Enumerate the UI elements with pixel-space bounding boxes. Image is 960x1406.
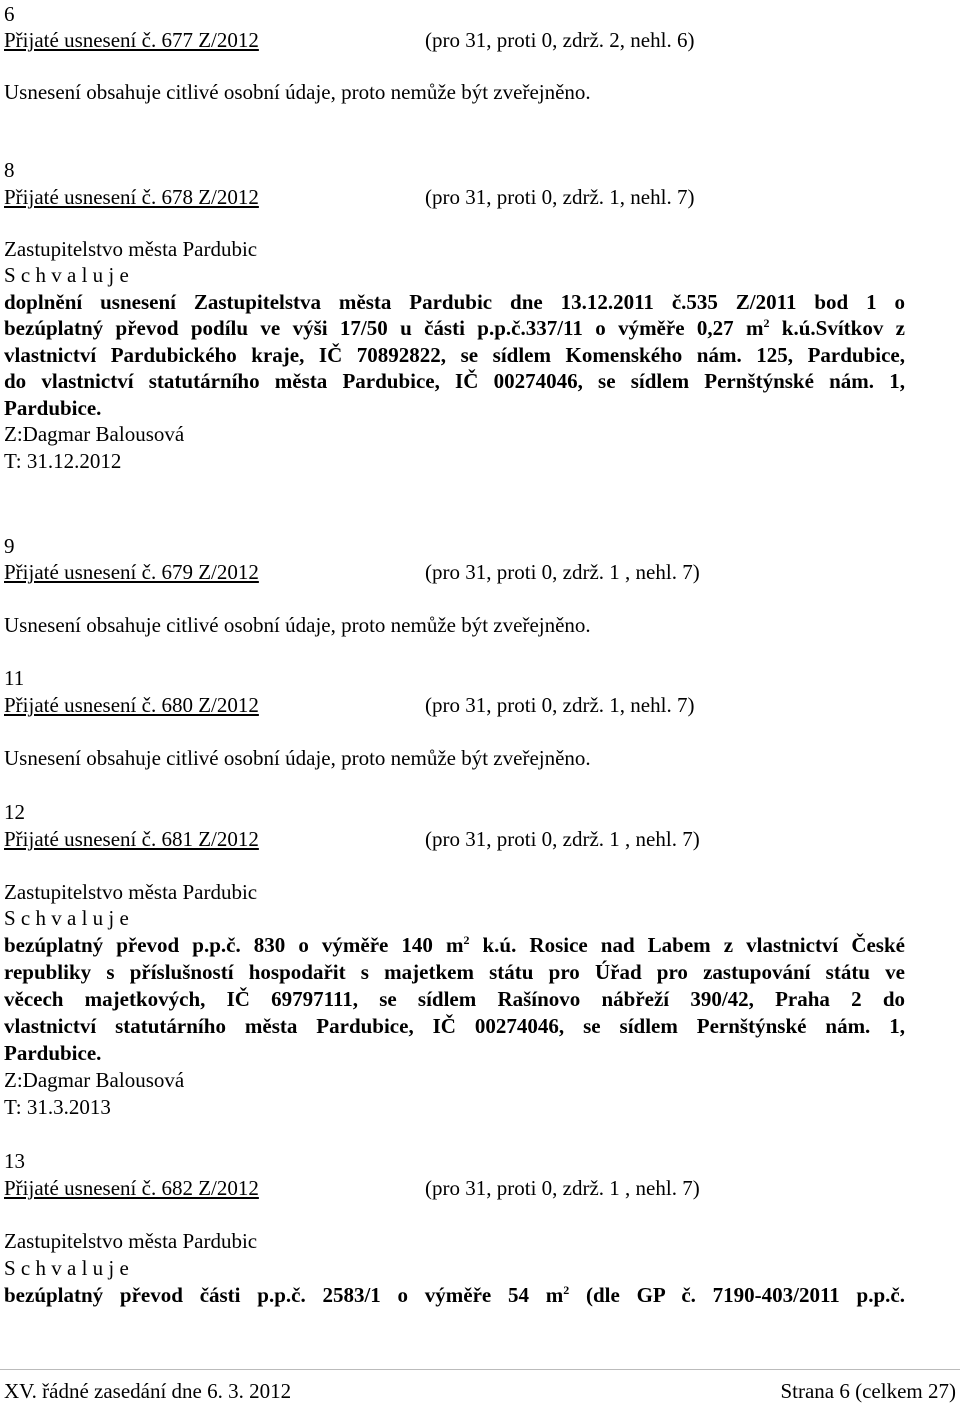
section-number: 11 <box>4 666 25 690</box>
resolution-title: Přijaté usnesení č. 678 Z/2012 <box>4 185 259 209</box>
superscript: 2 <box>463 933 470 947</box>
resolution-text-line: bezúplatný převod části p.p.č. 2583/1 o výměře 54 $m^2$ (dle GP č. 7190-403/2011 p.p.č. <box>4 1283 905 1307</box>
confidential-note: Usnesení obsahuje citlivé osobní údaje, proto nemůže být zveřejněno. <box>4 80 591 104</box>
footer-meeting: XV. řádné zasedání dne 6. 3. 2012 <box>4 1379 292 1403</box>
council-name: Zastupitelstvo města Pardubic <box>4 237 258 261</box>
resolution-text-line: doplnění usnesení Zastupitelstva města Pardubic dne 13.12.2011 č.535 Z/2011 bod 1 o <box>4 290 905 314</box>
vote-result: (pro 31, proti 0, zdrž. 1, nehl. 7) <box>425 693 695 717</box>
council-name: Zastupitelstvo města Pardubic <box>4 880 258 904</box>
approves-label: S c h v a l u j e <box>4 263 129 287</box>
resolution-text-line: Pardubice. <box>4 1041 102 1065</box>
vote-result: (pro 31, proti 0, zdrž. 2, nehl. 6) <box>425 28 695 52</box>
superscript: 2 <box>563 1283 570 1297</box>
deadline: T: 31.3.2013 <box>4 1095 111 1119</box>
section-number: 6 <box>4 2 15 26</box>
section-number: 13 <box>4 1149 25 1173</box>
resolution-title: Přijaté usnesení č. 680 Z/2012 <box>4 693 259 717</box>
resolution-text-line: vlastnictví statutárního města Pardubice, IČ 00274046, se sídlem Pernštýnské nám. 1, <box>4 1014 905 1038</box>
resolution-title: Přijaté usnesení č. 682 Z/2012 <box>4 1176 259 1200</box>
section-number: 12 <box>4 800 25 824</box>
confidential-note: Usnesení obsahuje citlivé osobní údaje, proto nemůže být zveřejněno. <box>4 746 591 770</box>
council-name: Zastupitelstvo města Pardubic <box>4 1229 258 1253</box>
section-number: 9 <box>4 534 15 558</box>
page-number: Strana 6 (celkem 27) <box>780 1379 956 1403</box>
resolution-text-line: Pardubice. <box>4 396 102 420</box>
confidential-note: Usnesení obsahuje citlivé osobní údaje, proto nemůže být zveřejněno. <box>4 613 591 637</box>
deadline: T: 31.12.2012 <box>4 449 122 473</box>
footer-divider <box>0 1369 960 1370</box>
approves-label: S c h v a l u j e <box>4 1256 129 1280</box>
resolution-text-line: bezúplatný převod podílu ve výši 17/50 u části p.p.č.337/11 o výměře 0,27 $m^2$ k.ú.Svítkov z <box>4 316 905 340</box>
approves-label: S c h v a l u j e <box>4 906 129 930</box>
vote-result: (pro 31, proti 0, zdrž. 1, nehl. 7) <box>425 185 695 209</box>
resolution-text-line: do vlastnictví statutárního města Pardubice, IČ 00274046, se sídlem Pernštýnské nám. 1, <box>4 369 905 393</box>
section-number: 8 <box>4 158 15 182</box>
resolution-title: Přijaté usnesení č. 681 Z/2012 <box>4 827 259 851</box>
responsible-person: Z:Dagmar Balousová <box>4 422 185 446</box>
superscript: 2 <box>763 316 770 330</box>
resolution-text-line: vlastnictví Pardubického kraje, IČ 70892822, se sídlem Komenského nám. 125, Pardubice, <box>4 343 905 367</box>
vote-result: (pro 31, proti 0, zdrž. 1 , nehl. 7) <box>425 827 700 851</box>
resolution-text-line: věcech majetkových, IČ 69797111, se sídlem Rašínovo nábřeží 390/42, Praha 2 do <box>4 987 905 1011</box>
resolution-title: Přijaté usnesení č. 679 Z/2012 <box>4 560 259 584</box>
responsible-person: Z:Dagmar Balousová <box>4 1068 185 1092</box>
resolution-title: Přijaté usnesení č. 677 Z/2012 <box>4 28 259 52</box>
resolution-text-line: bezúplatný převod p.p.č. 830 o výměře 140 $m^2$ k.ú. Rosice nad Labem z vlastnictví České <box>4 933 905 957</box>
vote-result: (pro 31, proti 0, zdrž. 1 , nehl. 7) <box>425 560 700 584</box>
vote-result: (pro 31, proti 0, zdrž. 1 , nehl. 7) <box>425 1176 700 1200</box>
resolution-text-line: republiky s příslušností hospodařit s majetkem státu pro Úřad pro zastupování státu ve <box>4 960 905 984</box>
